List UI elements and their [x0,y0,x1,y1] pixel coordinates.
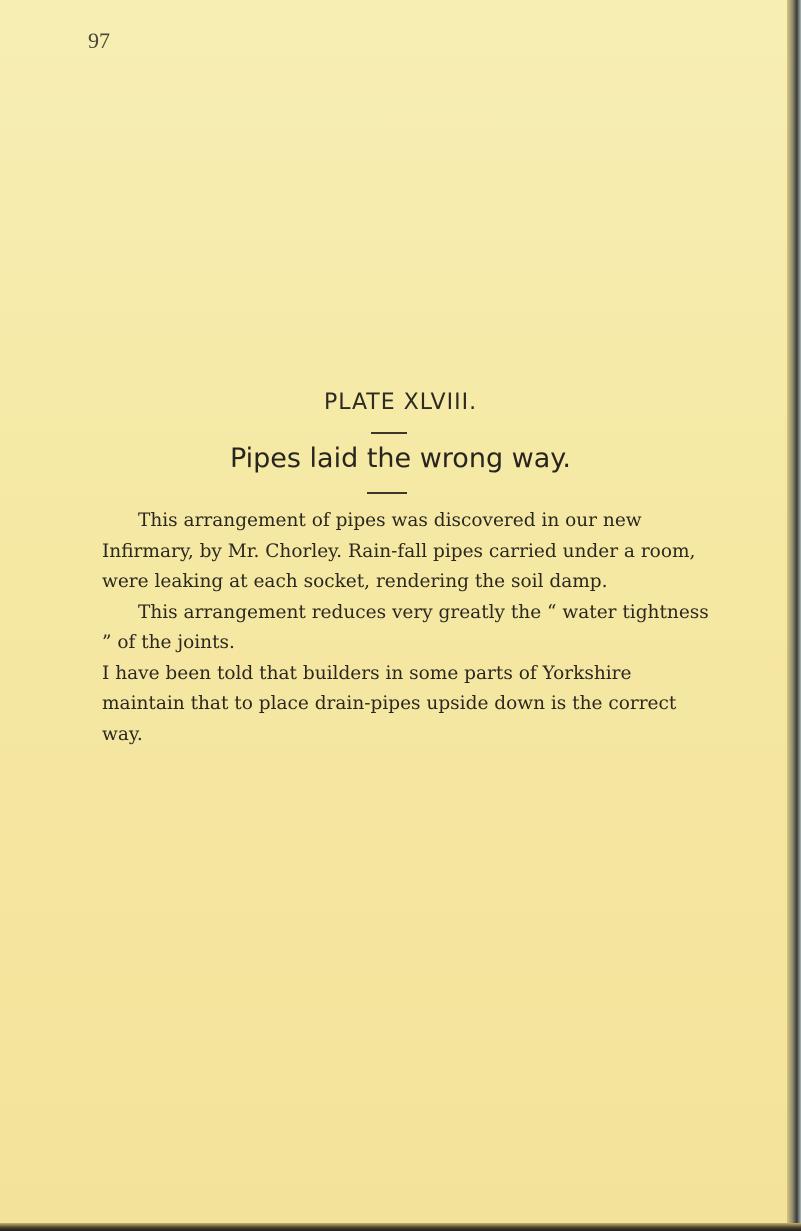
page-number: 97 [88,28,110,53]
page-edge-right [787,0,801,1231]
paragraph-2: This arrangement reduces very greatly the “ water tightness ” of the joints. [102,601,709,653]
page-edge-bottom [0,1223,801,1231]
plate-description [102,506,712,750]
plate-title: PLATE XLVIII. [323,390,478,415]
plate-heading: Pipes laid the wrong way. [229,443,572,474]
paragraph-1: This arrangement of pipes was discovered in our new Infirmary, by Mr. Chorley. Rain-fall pipes carried under a room, were leaking at each socket, rendering the soil damp. [102,510,696,592]
title-divider-top [371,432,407,434]
title-divider-bottom [367,492,407,494]
paragraph-3: I have been told that builders in some parts of Yorkshire maintain that to place drain-pipes upside down is the correct way. [102,662,677,745]
